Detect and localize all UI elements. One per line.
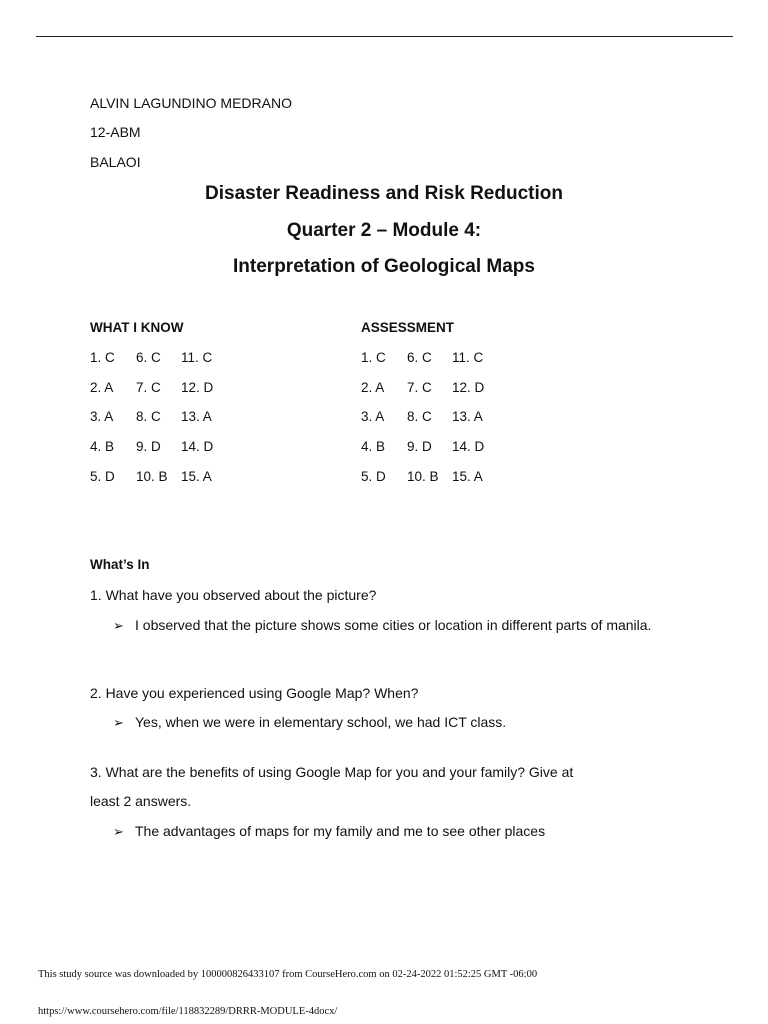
answer-cell: 14. D <box>181 439 214 454</box>
answer-cell: 10. B <box>407 469 439 484</box>
subject-title: Disaster Readiness and Risk Reduction <box>205 183 563 204</box>
module-title: Quarter 2 – Module 4: <box>286 220 482 241</box>
answer-cell: 2. A <box>361 380 385 395</box>
answer-cell: 8. C <box>407 409 432 424</box>
answer-cell: 9. D <box>136 439 161 454</box>
assessment-heading: ASSESSMENT <box>361 320 455 335</box>
surname-line: BALAOI <box>90 154 141 170</box>
answer-cell: 11. C <box>452 350 484 365</box>
source-url[interactable]: https://www.coursehero.com/file/118832289/DRRR-MODULE-4docx/ <box>38 1006 338 1017</box>
answer-cell: 7. C <box>407 380 432 395</box>
grade-section: 12-ABM <box>90 124 141 140</box>
arrow-bullet-icon: ➢ <box>113 715 124 730</box>
answer-cell: 5. D <box>90 469 115 484</box>
answer-cell: 6. C <box>136 350 161 365</box>
answer-cell: 7. C <box>136 380 161 395</box>
answer-cell: 3. A <box>90 409 114 424</box>
answer-text: Yes, when we were in elementary school, we had ICT class. <box>135 714 507 730</box>
question-1: 1. What have you observed about the picture? <box>90 587 377 603</box>
answer-2 <box>113 713 653 732</box>
answer-cell: 15. A <box>452 469 483 484</box>
answer-text: The advantages of maps for my family and me to see other places <box>135 823 546 839</box>
answer-cell: 13. A <box>181 409 212 424</box>
answer-cell: 12. D <box>452 380 485 395</box>
answer-cell: 2. A <box>90 380 114 395</box>
answer-1 <box>113 616 653 635</box>
top-divider <box>36 36 733 37</box>
answer-cell: 1. C <box>361 350 386 365</box>
question-3-line-1: 3. What are the benefits of using Google Map for you and your family? Give at <box>90 764 574 780</box>
answer-cell: 6. C <box>407 350 432 365</box>
question-3-line-2: least 2 answers. <box>90 793 192 809</box>
answer-cell: 9. D <box>407 439 432 454</box>
question-2: 2. Have you experienced using Google Map? When? <box>90 685 419 701</box>
answer-text: I observed that the picture shows some cities or location in different parts of manila. <box>135 617 652 633</box>
answer-cell: 1. C <box>90 350 115 365</box>
answer-cell: 4. B <box>361 439 386 454</box>
student-name: ALVIN LAGUNDINO MEDRANO <box>90 95 292 111</box>
answer-3 <box>113 822 653 841</box>
arrow-bullet-icon: ➢ <box>113 824 124 839</box>
answer-cell: 11. C <box>181 350 213 365</box>
arrow-bullet-icon: ➢ <box>113 618 124 633</box>
answer-cell: 14. D <box>452 439 485 454</box>
whats-in-heading: What’s In <box>90 557 150 572</box>
answer-cell: 15. A <box>181 469 212 484</box>
lesson-title: Interpretation of Geological Maps <box>233 256 535 277</box>
answer-cell: 5. D <box>361 469 386 484</box>
answer-cell: 10. B <box>136 469 168 484</box>
what-i-know-heading: WHAT I KNOW <box>90 320 184 335</box>
answer-cell: 13. A <box>452 409 483 424</box>
download-note: This study source was downloaded by 100000826433107 from CourseHero.com on 02-24-2022 01:52:25 GMT -06:00 <box>38 969 538 980</box>
answer-cell: 4. B <box>90 439 115 454</box>
answer-cell: 3. A <box>361 409 385 424</box>
answer-cell: 12. D <box>181 380 214 395</box>
answer-cell: 8. C <box>136 409 161 424</box>
